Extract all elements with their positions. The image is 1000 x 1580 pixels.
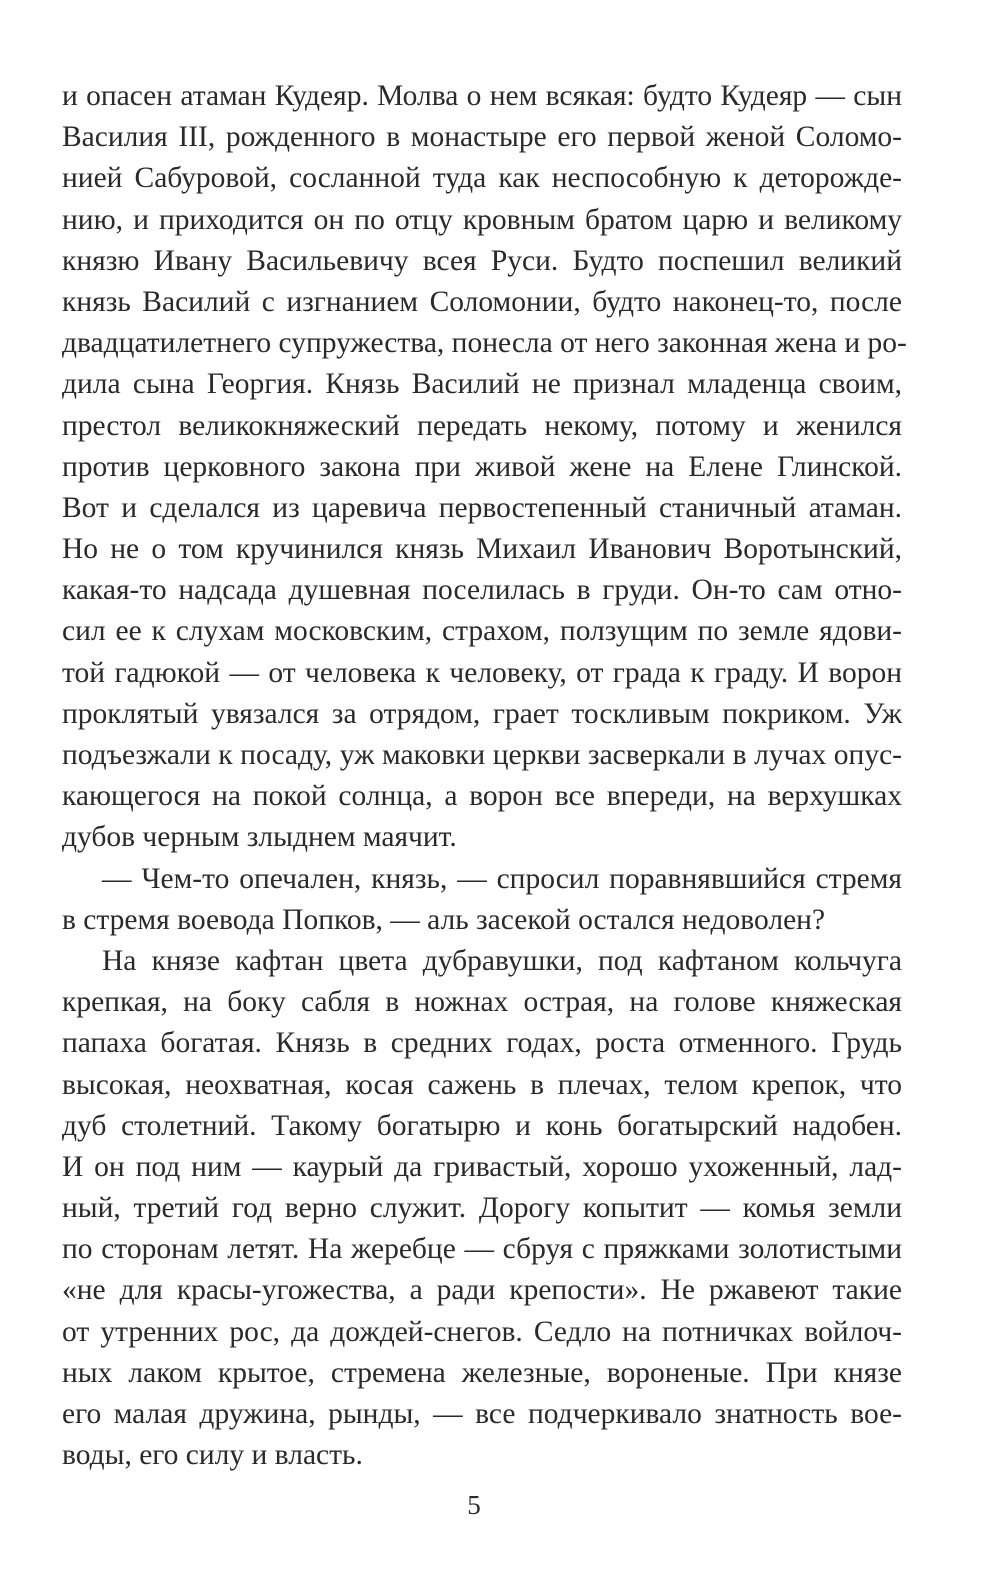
text-line: нию, и приходится он по отцу кровным братом царю и великому [62,203,902,236]
text-line: подъезжали к посаду, уж маковки церкви засверкали в лучах опус- [62,739,902,771]
text-line: и опасен атаман Кудеяр. Молва о нем всякая: будто Кудеяр — сын [62,80,902,112]
text-line: воды, его силу и власть. [62,1439,363,1472]
text-line: ный, третий год верно служит. Дорогу копытит — комья земли [62,1192,902,1225]
body-text [62,76,907,1476]
text-line: дуб столетний. Такому богатырю и конь богатырский надобен. [62,1109,902,1142]
text-line: его малая дружина, рынды, — все подчеркивало знатность вое- [62,1398,902,1430]
text-line: князю Ивану Васильевичу всея Руси. Будто поспешил великий [62,244,902,277]
text-line: в стремя воевода Попков, — аль засекой остался недоволен? [62,903,826,936]
text-line: — Чем-то опечален, князь, — спросил поравнявшийся стремя [102,862,902,895]
text-line: На князе кафтан цвета дубравушки, под кафтаном кольчуга [102,944,902,977]
text-line: от утренних рос, да дождей-снегов. Седло на потничках войлоч- [62,1315,902,1348]
text-line: престол великокняжеский передать некому, потому и женился [62,409,902,442]
text-line: против церковного закона при живой жене на Елене Глинской. [62,450,902,483]
text-line: Вот и сделался из царевича первостепенный станичный атаман. [62,491,902,524]
text-line: проклятый увязался за отрядом, грает тоскливым покриком. Уж [62,697,902,730]
text-line: папаха богатая. Князь в средних годах, роста отменного. Грудь [62,1027,902,1060]
text-line: ных лаком крытое, стремена железные, вороненые. При князе [62,1356,902,1389]
text-line: сил ее к слухам московским, страхом, ползущим по земле ядови- [62,615,902,648]
text-line: высокая, неохватная, косая сажень в плечах, телом крепок, что [62,1068,902,1101]
text-line: дубов черным злыднем маячит. [62,821,457,854]
text-line: двадцатилетнего супружества, понесла от него законная жена и ро- [62,327,907,360]
text-line: дила сына Георгия. Князь Василий не признал младенца своим, [62,368,902,401]
text-line: нией Сабуровой, сосланной туда как неспособную к деторожде- [62,162,902,195]
text-line: кающегося на покой солнца, а ворон все впереди, на верхушках [62,780,902,813]
text-line: Но не о том кручинился князь Михаил Иванович Воротынский, [62,533,902,566]
text-line: той гадюкой — от человека к человеку, от града к граду. И ворон [62,656,902,689]
text-line: крепкая, на боку сабля в ножнах острая, на голове княжеская [62,986,902,1019]
text-line: по сторонам летят. На жеребце — сбруя с пряжками золотистыми [62,1233,902,1266]
text-line: какая-то надсада душевная поселилась в груди. Он-то сам отно- [62,574,902,607]
text-line: Василия III, рожденного в монастыре его первой женой Соломо- [62,121,902,154]
text-line: князь Василий с изгнанием Соломонии, будто наконец-то, после [62,285,902,318]
page-number: 5 [467,1490,481,1520]
text-line: «не для красы-угожества, а ради крепости». Не ржавеют такие [62,1274,902,1307]
text-line: И он под ним — каурый да гривастый, хорошо ухоженный, лад- [62,1150,902,1183]
